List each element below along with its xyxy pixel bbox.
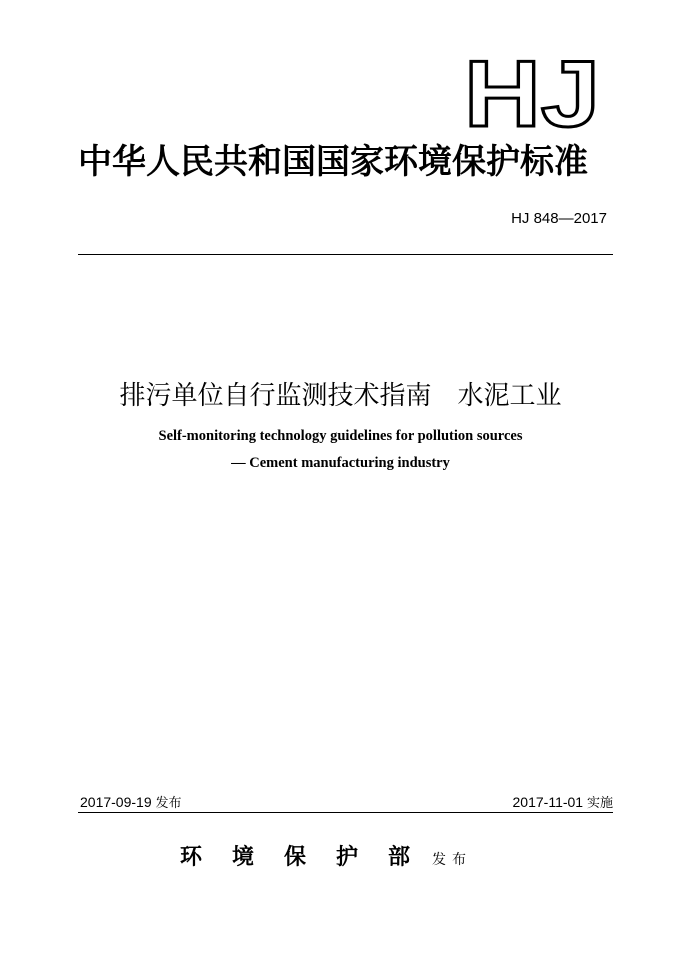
implementation-date-value: 2017-11-01	[512, 794, 584, 810]
bottom-divider	[78, 812, 613, 813]
document-title-cn: 排污单位自行监测技术指南 水泥工业	[119, 381, 562, 411]
standard-number: HJ 848—2017	[511, 210, 607, 227]
hj-logo-text: HJ	[464, 56, 600, 130]
standard-category-title: 中华人民共和国国家环境保护标准	[78, 142, 588, 182]
issuing-authority	[180, 840, 472, 871]
document-title-en-line1: Self-monitoring technology guidelines for pollution sources	[158, 428, 523, 444]
issuer-action: 发布	[432, 852, 473, 868]
document-title-en-line2: — Cement manufacturing industry	[231, 455, 450, 471]
issue-date-label: 发布	[155, 796, 182, 811]
issue-date	[80, 792, 182, 811]
implementation-date-label: 实施	[586, 796, 613, 811]
issuer-name: 环境保护部	[180, 844, 441, 870]
implementation-date	[513, 792, 613, 811]
hj-logo	[462, 56, 602, 130]
issue-date-value: 2017-09-19	[80, 794, 152, 810]
top-divider	[78, 254, 613, 255]
